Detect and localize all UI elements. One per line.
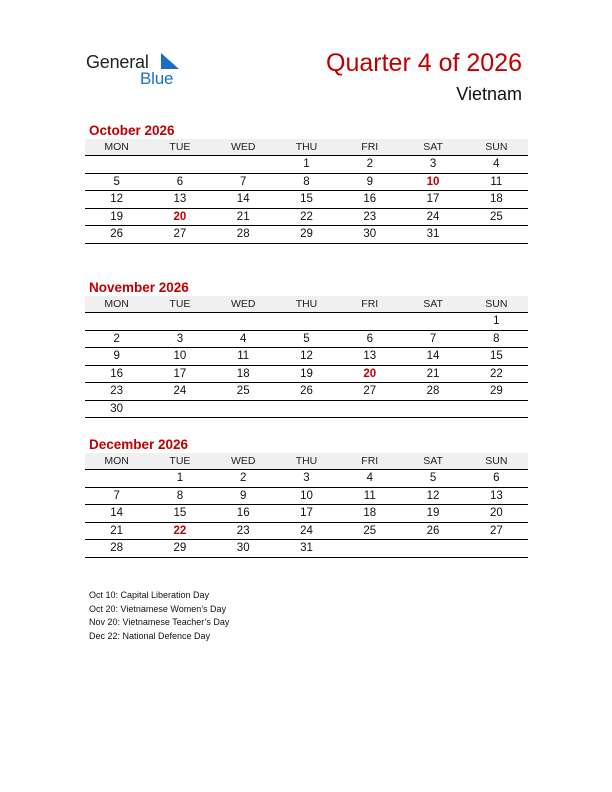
day-cell: 2: [85, 330, 148, 348]
day-cell: 10: [148, 348, 211, 366]
day-cell: 8: [275, 173, 338, 191]
week-row: [85, 540, 528, 558]
logo-general-text: General: [86, 52, 149, 72]
day-cell: 30: [338, 226, 401, 244]
empty-day-cell: [148, 400, 211, 418]
empty-day-cell: [465, 400, 528, 418]
day-cell: 27: [148, 226, 211, 244]
holiday-note: Dec 22: National Defence Day: [89, 630, 211, 641]
empty-day-cell: [338, 540, 401, 558]
month-title: October 2026: [89, 123, 175, 138]
day-cell: 16: [85, 365, 148, 383]
weekday-label: MON: [85, 139, 148, 155]
day-cell: 22: [275, 208, 338, 226]
day-cell: 17: [148, 365, 211, 383]
day-cell: 25: [212, 383, 275, 401]
day-cell: 24: [148, 383, 211, 401]
week-row: [85, 330, 528, 348]
week-row: [85, 522, 528, 540]
empty-day-cell: [401, 400, 464, 418]
day-cell: 11: [338, 487, 401, 505]
day-cell: 15: [465, 348, 528, 366]
weekday-label: SAT: [401, 453, 464, 469]
weekday-header-row: [85, 453, 528, 469]
day-cell: 3: [275, 470, 338, 488]
day-cell: 26: [275, 383, 338, 401]
empty-day-cell: [275, 400, 338, 418]
day-cell: 6: [338, 330, 401, 348]
day-cell: 8: [148, 487, 211, 505]
day-cell: 26: [401, 522, 464, 540]
day-cell: 24: [275, 522, 338, 540]
empty-day-cell: [465, 540, 528, 558]
day-cell: 5: [85, 173, 148, 191]
day-cell: 13: [338, 348, 401, 366]
week-row: [85, 156, 528, 174]
day-cell: 24: [401, 208, 464, 226]
weekday-label: FRI: [338, 453, 401, 469]
weekday-label: SUN: [465, 453, 528, 469]
weekday-label: SAT: [401, 296, 464, 312]
weekday-header-row: [85, 296, 528, 312]
weekday-header-row: [85, 139, 528, 155]
empty-day-cell: [465, 226, 528, 244]
day-cell: 16: [338, 191, 401, 209]
day-cell: 4: [212, 330, 275, 348]
empty-day-cell: [85, 470, 148, 488]
weekday-label: TUE: [148, 453, 211, 469]
holiday-note: Oct 10: Capital Liberation Day: [89, 590, 210, 600]
day-cell: 21: [212, 208, 275, 226]
day-cell: 18: [212, 365, 275, 383]
week-row: [85, 400, 528, 418]
day-cell: 17: [401, 191, 464, 209]
day-cell: 6: [465, 470, 528, 488]
day-cell: 18: [338, 505, 401, 523]
day-cell: 21: [401, 365, 464, 383]
day-cell: 4: [465, 156, 528, 174]
month-title: November 2026: [89, 280, 189, 295]
empty-day-cell: [275, 313, 338, 331]
page-title: Quarter 4 of 2026: [326, 49, 522, 77]
day-cell: 23: [85, 383, 148, 401]
empty-day-cell: [85, 156, 148, 174]
day-cell: 5: [275, 330, 338, 348]
day-cell: 29: [275, 226, 338, 244]
week-row: [85, 365, 528, 383]
month-december: [85, 436, 528, 558]
empty-day-cell: [212, 156, 275, 174]
day-cell: 7: [401, 330, 464, 348]
day-cell: 30: [85, 400, 148, 418]
holiday-day-cell: 20: [338, 365, 401, 383]
day-cell: 9: [85, 348, 148, 366]
day-cell: 25: [338, 522, 401, 540]
weekday-label: FRI: [338, 139, 401, 155]
day-cell: 27: [338, 383, 401, 401]
day-cell: 25: [465, 208, 528, 226]
day-cell: 30: [212, 540, 275, 558]
day-cell: 17: [275, 505, 338, 523]
weekday-label: MON: [85, 296, 148, 312]
day-cell: 3: [148, 330, 211, 348]
holiday-note: Oct 20: Vietnamese Women’s Day: [89, 603, 227, 614]
day-cell: 7: [85, 487, 148, 505]
holiday-note: Nov 20: Vietnamese Teacher’s Day: [89, 617, 230, 627]
week-row: [85, 470, 528, 488]
day-cell: 28: [85, 540, 148, 558]
day-cell: 28: [401, 383, 464, 401]
day-cell: 31: [275, 540, 338, 558]
day-cell: 12: [275, 348, 338, 366]
empty-day-cell: [401, 313, 464, 331]
day-cell: 5: [401, 470, 464, 488]
week-row: [85, 487, 528, 505]
day-cell: 2: [212, 470, 275, 488]
holiday-day-cell: 20: [148, 208, 211, 226]
empty-day-cell: [85, 313, 148, 331]
day-cell: 31: [401, 226, 464, 244]
day-cell: 14: [85, 505, 148, 523]
logo: [86, 52, 186, 88]
day-cell: 26: [85, 226, 148, 244]
day-cell: 2: [338, 156, 401, 174]
week-row: [85, 173, 528, 191]
week-row: [85, 313, 528, 331]
empty-day-cell: [401, 540, 464, 558]
weekday-label: MON: [85, 453, 148, 469]
day-cell: 23: [212, 522, 275, 540]
day-cell: 15: [275, 191, 338, 209]
weekday-label: THU: [275, 296, 338, 312]
day-cell: 18: [465, 191, 528, 209]
day-cell: 9: [212, 487, 275, 505]
day-cell: 12: [401, 487, 464, 505]
day-cell: 12: [85, 191, 148, 209]
week-row: [85, 208, 528, 226]
day-cell: 13: [148, 191, 211, 209]
weekday-label: FRI: [338, 296, 401, 312]
empty-day-cell: [212, 313, 275, 331]
weekday-label: THU: [275, 139, 338, 155]
calendar-table: [85, 453, 528, 558]
calendar-table: [85, 296, 528, 418]
empty-day-cell: [338, 400, 401, 418]
day-cell: 13: [465, 487, 528, 505]
day-cell: 1: [275, 156, 338, 174]
holiday-notes: [89, 589, 229, 643]
day-cell: 23: [338, 208, 401, 226]
month-title: December 2026: [89, 437, 189, 452]
holiday-day-cell: 10: [401, 173, 464, 191]
month-october: [85, 122, 528, 244]
month-november: [85, 279, 528, 418]
weekday-label: WED: [212, 453, 275, 469]
week-row: [85, 505, 528, 523]
day-cell: 14: [212, 191, 275, 209]
week-row: [85, 348, 528, 366]
day-cell: 19: [401, 505, 464, 523]
week-row: [85, 226, 528, 244]
day-cell: 8: [465, 330, 528, 348]
country-name: Vietnam: [456, 84, 522, 104]
day-cell: 11: [212, 348, 275, 366]
empty-day-cell: [338, 313, 401, 331]
week-row: [85, 383, 528, 401]
weekday-label: WED: [212, 139, 275, 155]
weekday-label: TUE: [148, 296, 211, 312]
day-cell: 1: [465, 313, 528, 331]
day-cell: 10: [275, 487, 338, 505]
day-cell: 19: [85, 208, 148, 226]
empty-day-cell: [148, 156, 211, 174]
logo-blue-text: Blue: [140, 69, 174, 88]
day-cell: 7: [212, 173, 275, 191]
week-row: [85, 191, 528, 209]
day-cell: 20: [465, 505, 528, 523]
weekday-label: TUE: [148, 139, 211, 155]
day-cell: 29: [148, 540, 211, 558]
day-cell: 16: [212, 505, 275, 523]
weekday-label: SAT: [401, 139, 464, 155]
day-cell: 15: [148, 505, 211, 523]
day-cell: 3: [401, 156, 464, 174]
day-cell: 11: [465, 173, 528, 191]
day-cell: 1: [148, 470, 211, 488]
day-cell: 9: [338, 173, 401, 191]
holiday-day-cell: 22: [148, 522, 211, 540]
day-cell: 6: [148, 173, 211, 191]
calendar-table: [85, 139, 528, 244]
day-cell: 28: [212, 226, 275, 244]
day-cell: 14: [401, 348, 464, 366]
day-cell: 4: [338, 470, 401, 488]
weekday-label: SUN: [465, 296, 528, 312]
day-cell: 29: [465, 383, 528, 401]
day-cell: 22: [465, 365, 528, 383]
weekday-label: THU: [275, 453, 338, 469]
day-cell: 27: [465, 522, 528, 540]
empty-day-cell: [212, 400, 275, 418]
weekday-label: WED: [212, 296, 275, 312]
empty-day-cell: [148, 313, 211, 331]
day-cell: 21: [85, 522, 148, 540]
day-cell: 19: [275, 365, 338, 383]
weekday-label: SUN: [465, 139, 528, 155]
